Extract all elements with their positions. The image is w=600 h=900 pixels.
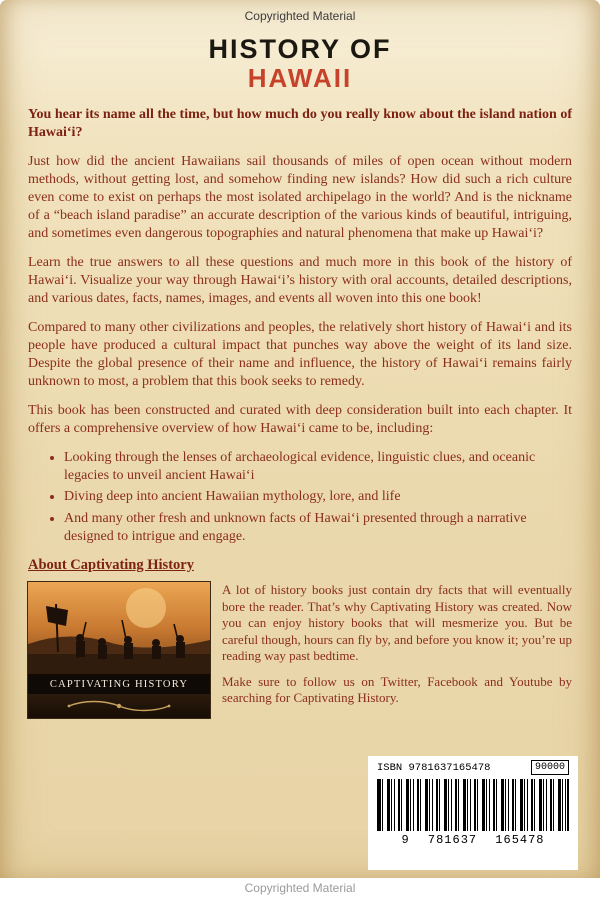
body-paragraph: This book has been constructed and curated with deep consideration built into each chapter. It offers a comprehensive overview of how Hawaiʻi came to be, including: [28, 403, 572, 437]
body-paragraph: Compared to many other civilizations and peoples, the relatively short history of Hawaiʻi and its people have produced a cultural impact that punches way above the weight of its land size. Despite the global presence of their name and influence, the history of Hawaiʻi remains fairly unknown to most, a problem that this book seeks to remedy. [28, 320, 572, 390]
logo-ornament [28, 694, 210, 718]
body-paragraph: Learn the true answers to all these questions and much more in this book of the history of Hawaiʻi. Visualize your way through Hawaiʻi’s history with oral accounts, detailed descriptions, and various dates, facts, names, images, and events all woven into this one book! [28, 254, 572, 307]
title-line-hawaii: HAWAII [247, 63, 353, 94]
body-paragraph: Just how did the ancient Hawaiians sail thousands of miles of open ocean without modern methods, without getting lost, and somehow finding new islands? How did such a rich culture even come to exist on perhaps the most isolated archipelago in the world? And is the nickname of a “beach island paradise” an accurate description of the various kinds of beautiful, intriguing, and sometimes even dangerous topographies and natural phenomena that make up Hawaiʻi? [28, 153, 572, 241]
barcode-bars [377, 779, 569, 831]
bottom-copyright-notice: Copyrighted Material [0, 878, 600, 900]
book-title [0, 35, 600, 93]
barcode-digits: 9 781637 165478 [401, 833, 545, 847]
price-code: 90000 [531, 760, 569, 775]
about-publisher-text [222, 582, 572, 718]
barcode-block [368, 756, 578, 870]
feature-bullet-list [28, 449, 572, 545]
publisher-logo-text: CAPTIVATING HISTORY [28, 674, 210, 694]
top-copyright-notice: Copyrighted Material [244, 9, 356, 23]
bullet-item: • And many other fresh and unknown facts of Hawaiʻi presented through a narrative designed to intrigue and engage. [64, 510, 572, 546]
ornament-flourish-icon [64, 699, 174, 713]
lead-paragraph: You hear its name all the time, but how much do you really know about the island nation of Hawaiʻi? [28, 106, 572, 140]
title-line-history-of: HISTORY OF [208, 34, 392, 64]
battle-painting-image [28, 582, 210, 674]
about-paragraph: Make sure to follow us on Twitter, Facebook and Youtube by searching for Captivating History. [222, 673, 572, 706]
bullet-item: • Looking through the lenses of archaeological evidence, linguistic clues, and oceanic legacies to unveil ancient Hawaiʻi [64, 449, 572, 485]
about-publisher-heading: About Captivating History [28, 556, 194, 573]
about-publisher-section [28, 582, 572, 718]
about-paragraph: A lot of history books just contain dry facts that will eventually bore the reader. That’s why Captivating History was created. Now you can enjoy history books that will mesmerize you. But be careful though, hours can fly by, and before you know it; you’re up reading way past bedtime. [222, 582, 572, 664]
bullet-item: • Diving deep into ancient Hawaiian mythology, lore, and life [64, 488, 572, 506]
isbn-label: ISBN 9781637165478 [377, 762, 491, 774]
back-cover-blurb [0, 93, 600, 719]
publisher-logo-image [28, 582, 210, 718]
